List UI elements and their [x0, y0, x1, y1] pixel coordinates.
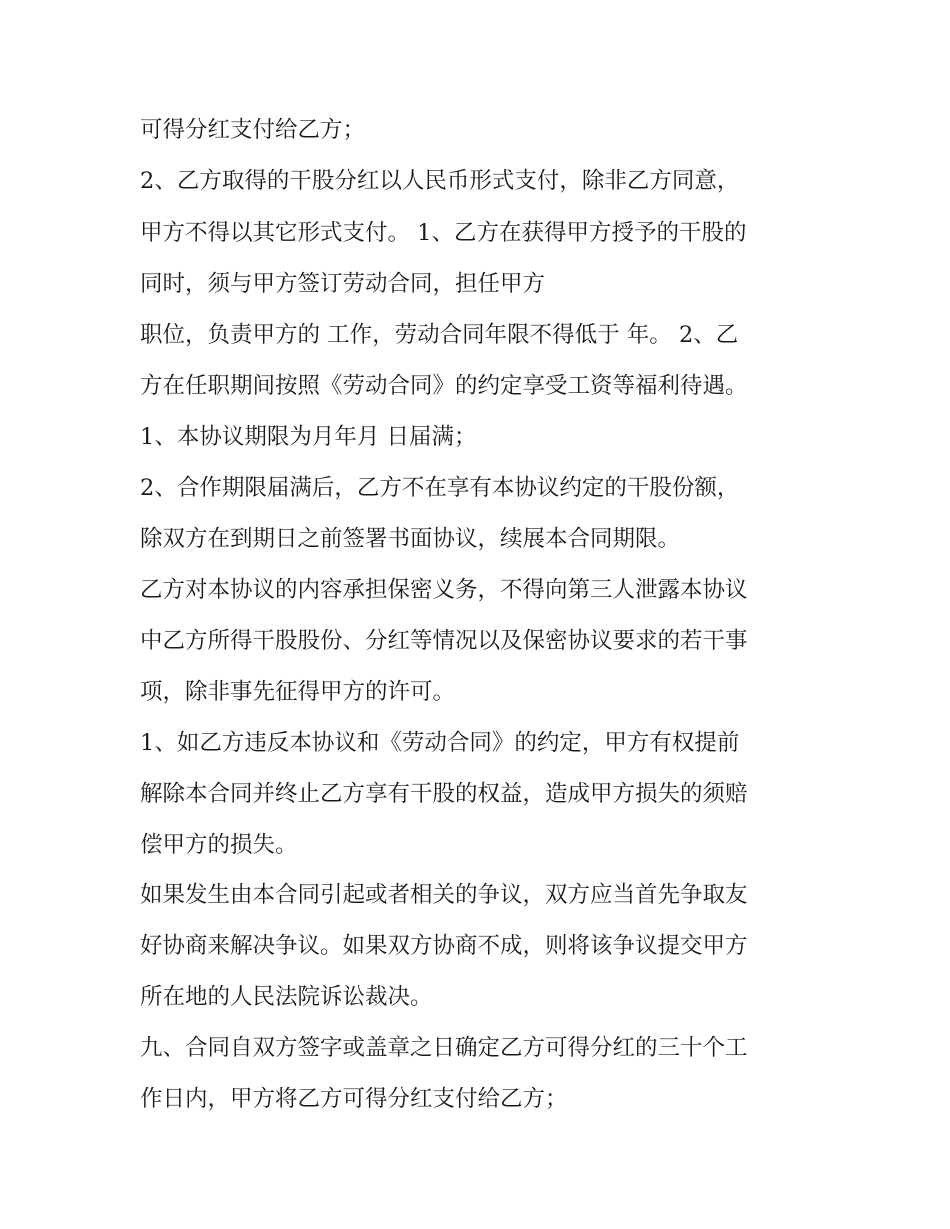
text-line: 方在任职期间按照《劳动合同》的约定享受工资等福利待遇。 — [140, 373, 748, 399]
text-line: 1、如乙方违反本协议和《劳动合同》的约定，甲方有权提前 — [140, 730, 740, 756]
text-line: 偿甲方的损失。 — [140, 832, 298, 858]
text-line: 所在地的人民法院诉讼裁决。 — [140, 984, 433, 1010]
text-line: 九、合同自双方签字或盖章之日确定乙方可得分红的三十个工 — [140, 1035, 748, 1061]
text-line: 中乙方所得干股股份、分红等情况以及保密协议要求的若干事 — [140, 628, 748, 654]
text-line: 甲方不得以其它形式支付。 1、乙方在获得甲方授予的干股的 — [140, 220, 747, 246]
text-line: 项，除非事先征得甲方的许可。 — [140, 679, 456, 705]
text-line: 除双方在到期日之前签署书面协议，续展本合同期限。 — [140, 526, 681, 552]
text-line: 如果发生由本合同引起或者相关的争议，双方应当首先争取友 — [140, 882, 748, 908]
text-line: 2、乙方取得的干股分红以人民币形式支付，除非乙方同意， — [140, 168, 740, 194]
text-line: 职位，负责甲方的 工作，劳动合同年限不得低于 年。 2、乙 — [140, 322, 739, 348]
text-line: 解除本合同并终止乙方享有干股的权益，造成甲方损失的须赔 — [140, 781, 748, 807]
text-line: 同时，须与甲方签订劳动合同，担任甲方 — [140, 271, 546, 297]
text-line: 1、本协议期限为月年月 日届满； — [140, 424, 477, 450]
text-line: 好协商来解决争议。如果双方协商不成，则将该争议提交甲方 — [140, 933, 748, 959]
text-line: 可得分红支付给乙方； — [140, 117, 366, 143]
text-line: 2、合作期限届满后，乙方不在享有本协议约定的干股份额， — [140, 475, 740, 501]
text-line: 乙方对本协议的内容承担保密义务，不得向第三人泄露本协议 — [140, 577, 748, 603]
text-line: 作日内，甲方将乙方可得分红支付给乙方； — [140, 1086, 568, 1112]
